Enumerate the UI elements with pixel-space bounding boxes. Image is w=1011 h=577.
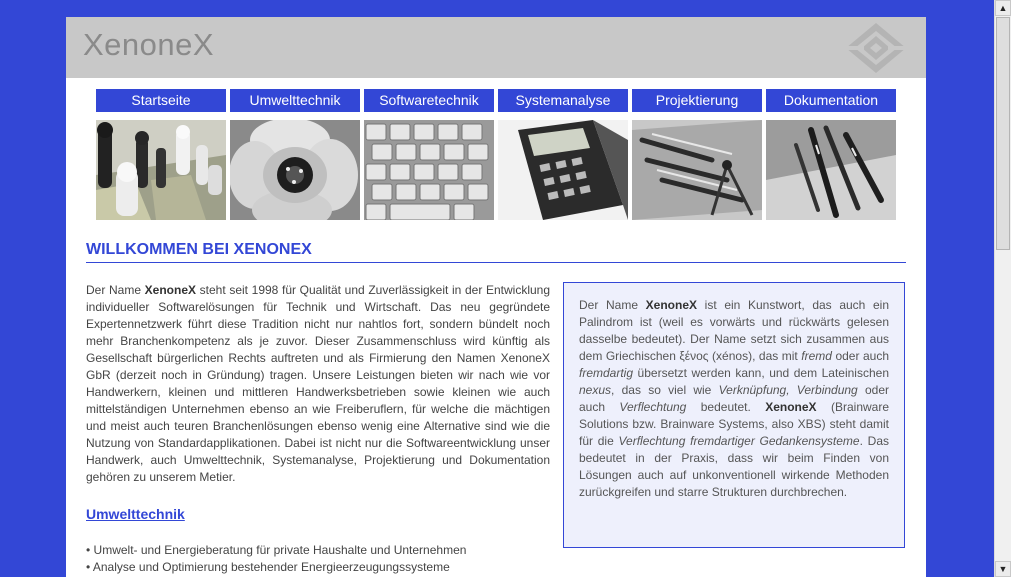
brand-name: XenoneX xyxy=(144,283,197,297)
name-explanation-box: Der Name XenoneX ist ein Kunstwort, das auch ein Palindrom ist (weil es vorwärts und rückwärts gelesen dasselbe bedeutet). Der Name setzt sich zusammen aus dem Griechischen ξένος (xénos), das mit fremd oder auch fremdartig übersetzt werden kann, und dem Lateinischen nexus, das so viel wie Verknüpfung, Verbindung oder auch Verflechtung bedeutet. XenoneX (Brainware Solutions bzw. Brainware Systems, also XBS) steht damit für die Verflechtung fremdartiger Gedankensysteme. Das bedeutet in der Praxis, dass wir beim Finden von Lösungen auch auf unkonventionell wirkende Methoden zurückgreifen und starre Strukturen durchbrechen. xyxy=(563,282,905,548)
arrow-up-icon[interactable]: ▲ xyxy=(995,0,1011,16)
nav-softwaretechnik[interactable]: Softwaretechnik xyxy=(364,89,494,112)
site-logo-text[interactable]: XenoneX xyxy=(83,27,215,62)
service-list xyxy=(86,542,566,576)
nav-projektierung[interactable]: Projektierung xyxy=(632,89,762,112)
drafting-tools-image[interactable] xyxy=(632,120,762,220)
flower-image[interactable] xyxy=(230,120,360,220)
vertical-scrollbar[interactable] xyxy=(994,0,1011,577)
diamond-logo-icon xyxy=(844,22,908,74)
pens-image[interactable] xyxy=(766,120,896,220)
nav-umwelttechnik[interactable]: Umwelttechnik xyxy=(230,89,360,112)
intro-paragraph: Der Name XenoneX steht seit 1998 für Qualität und Zuverlässigkeit in der Entwicklung individueller Softwarelösungen für Technik und Wirtschaft. Das neu gegründete Expertennetzwerk führt diese Tradition nicht nur nahtlos fort, sondern bündelt noch mehr Branchenkompetenz als je zuvor. Dieser Zusammenschluss wird künftig als Gesellschaft bürgerlichen Rechts auftreten und als Firmierung den Namen XenoneX GbR (derzeit noch in Gründung) tragen. Unsere Leistungen bieten wir nach wie vor Handwerkern, kleinen und mittleren Handwerksbetrieben sowie kleinen wie auch mittelständigen Unternehmen ebenso an wie Freiberuflern, für welche die mächtigen und meist auch teuren Branchenlösungen ebenso wenig eine Alternative sind wie die Nutzung von Standardapplikationen. Dabei ist nicht nur die Softwareentwicklung unser Handwerk, auch Umwelttechnik, Systemanalyse, Projektierung und Dokumentation gehören zu unserem Metier. xyxy=(86,283,551,484)
chess-pieces-image[interactable] xyxy=(96,120,226,220)
keyboard-image[interactable] xyxy=(364,120,494,220)
list-item: • Analyse und Optimierung bestehender Energieerzeugungssysteme xyxy=(86,560,450,574)
page-heading: WILLKOMMEN BEI XENONEX xyxy=(86,241,906,263)
section-link-umwelttechnik[interactable]: Umwelttechnik xyxy=(86,506,185,522)
page-container xyxy=(66,17,926,577)
scrollbar-thumb[interactable] xyxy=(996,17,1010,250)
nav-dokumentation[interactable]: Dokumentation xyxy=(766,89,896,112)
list-item: • Umwelt- und Energieberatung für private Haushalte und Unternehmen xyxy=(86,543,467,557)
nav-startseite[interactable]: Startseite xyxy=(96,89,226,112)
arrow-down-icon[interactable]: ▼ xyxy=(995,561,1011,577)
site-header xyxy=(66,17,926,78)
calculator-image[interactable] xyxy=(498,120,628,220)
nav-systemanalyse[interactable]: Systemanalyse xyxy=(498,89,628,112)
